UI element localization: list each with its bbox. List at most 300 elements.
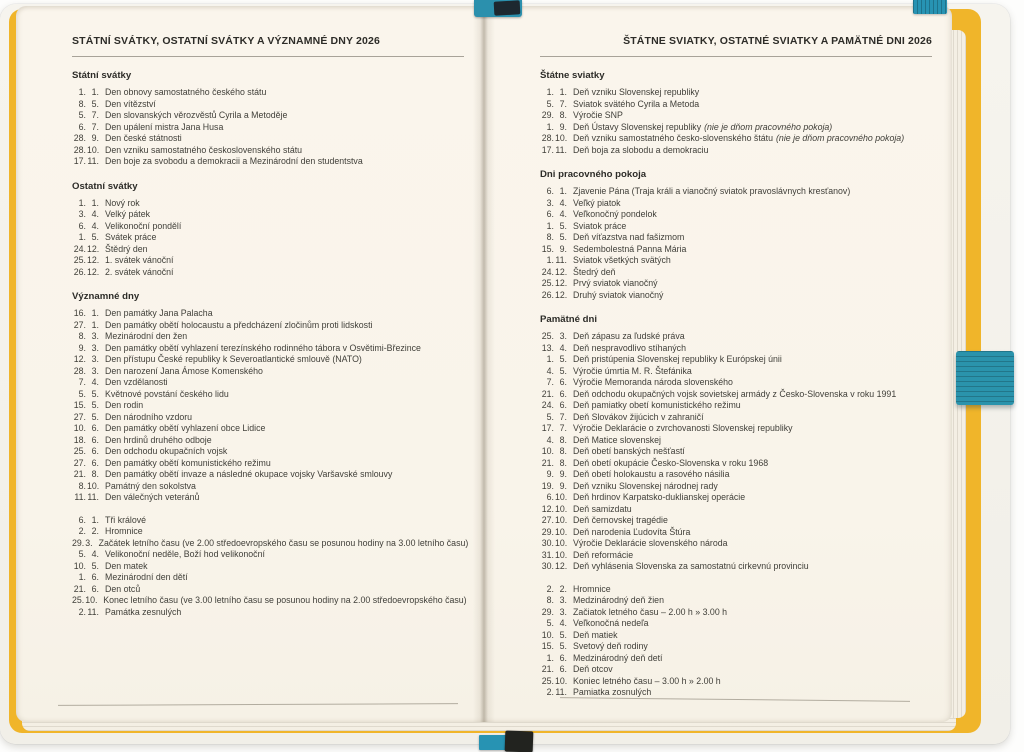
- month-number: 10.: [555, 526, 568, 537]
- holiday-row: [72, 145, 464, 157]
- holiday-label: Den matek: [105, 560, 148, 571]
- day-number: 24.: [541, 400, 554, 410]
- holiday-row: [540, 232, 932, 244]
- day-number: 6.: [546, 209, 554, 219]
- holiday-label: Prvý sviatok vianočný: [573, 278, 658, 288]
- month-number: 9.: [559, 469, 567, 479]
- holiday-label: Deň otcov: [573, 664, 613, 674]
- holiday-label: Veľkonočný pondelok: [573, 209, 657, 219]
- day-number: 28.: [73, 144, 86, 155]
- holiday-label: Den hrdinů druhého odboje: [105, 434, 212, 445]
- holiday-label: Den válečných veteránů: [105, 492, 200, 502]
- holiday-row: [540, 469, 932, 481]
- holiday-label: Den památky obětí komunistického režimu: [105, 457, 271, 468]
- day-number: 24.: [541, 266, 554, 277]
- holiday-row: [540, 607, 932, 619]
- holiday-label: Den národního vzdoru: [105, 411, 193, 422]
- holiday-label: Den památky obětí invaze a následné okupace vojsky Varšavské smlouvy: [105, 469, 393, 479]
- day-number: 1.: [78, 197, 86, 208]
- day-number: 5.: [78, 549, 86, 559]
- holiday-row: [540, 267, 932, 279]
- holiday-label: Deň pristúpenia Slovenskej republiky k Európskej únii: [573, 354, 782, 364]
- month-number: 11.: [87, 156, 99, 166]
- holiday-row: [72, 412, 464, 424]
- month-number: 3.: [559, 331, 567, 341]
- month-number: 10.: [555, 492, 568, 502]
- holiday-label: Výročie Memoranda národa slovenského: [573, 377, 733, 387]
- holiday-label: Den otců: [105, 583, 141, 594]
- day-number: 8.: [546, 595, 554, 605]
- day-number: 26.: [541, 289, 554, 300]
- month-number: 6.: [91, 457, 99, 468]
- day-number: 5.: [546, 618, 554, 628]
- bookmark-ribbon-top: [474, 0, 522, 17]
- month-number: 4.: [91, 549, 99, 559]
- holiday-label: Deň Ústavy Slovenskej republiky: [573, 121, 702, 132]
- month-number: 4.: [559, 342, 567, 353]
- holiday-label: Hromnice: [573, 583, 611, 594]
- holiday-row: [540, 515, 932, 527]
- day-number: 19.: [541, 480, 554, 491]
- holiday-label: 1. svátek vánoční: [105, 255, 174, 265]
- holiday-row: [72, 232, 464, 244]
- day-number: 10.: [541, 629, 554, 640]
- holiday-row: [72, 584, 464, 596]
- holiday-note: (nie je dňom pracovného pokoja): [776, 133, 905, 143]
- right-title-divider: [540, 56, 932, 57]
- holiday-label: Deň obetí okupácie Česko-Slovenska v roku 1968: [573, 457, 769, 468]
- day-number: 2.: [546, 687, 554, 697]
- month-number: 1.: [91, 87, 99, 97]
- section-heading: Ostatní svátky: [72, 180, 138, 192]
- book-spine: [473, 6, 495, 722]
- day-number: 7.: [546, 377, 554, 387]
- month-number: 11.: [87, 606, 99, 617]
- month-number: 10.: [555, 549, 568, 560]
- holiday-row: [72, 156, 464, 168]
- day-number: 18.: [73, 434, 86, 445]
- day-number: 27.: [73, 319, 86, 330]
- month-number: 12.: [555, 266, 568, 277]
- month-number: 12.: [87, 266, 100, 277]
- holiday-label: Deň pamiatky obetí komunistického režimu: [573, 400, 741, 410]
- month-number: 10.: [555, 675, 568, 686]
- holiday-row: [72, 110, 464, 122]
- holiday-row: [540, 354, 932, 366]
- holiday-label: Deň odchodu okupačných vojsk sovietskej armády z Česko-Slovenska v roku 1991: [573, 388, 897, 399]
- holiday-row: [72, 209, 464, 221]
- holiday-row: [540, 133, 932, 145]
- holiday-row: [72, 537, 469, 550]
- month-number: 6.: [91, 446, 99, 456]
- holiday-group: [72, 87, 464, 168]
- day-number: 25.: [541, 675, 554, 686]
- month-number: 5.: [559, 641, 567, 651]
- holiday-label: Velký pátek: [105, 209, 150, 219]
- day-number: 25.: [541, 278, 554, 288]
- day-number: 25.: [72, 595, 85, 605]
- holiday-label: Nový rok: [105, 197, 140, 208]
- section-heading: Štátne sviatky: [540, 70, 605, 81]
- holiday-row: [72, 343, 464, 355]
- holiday-row: [540, 400, 932, 412]
- holiday-row: [540, 481, 932, 493]
- holiday-label: Zjavenie Pána (Traja králi a vianočný sviatok pravoslávnych kresťanov): [573, 186, 851, 196]
- month-number: 8.: [559, 457, 567, 468]
- holiday-label: Hromnice: [105, 526, 143, 536]
- day-number: 21.: [541, 457, 554, 468]
- month-number: 2.: [559, 583, 567, 594]
- holiday-label: Koniec letného času – 3.00 h » 2.00 h: [573, 675, 721, 686]
- left-page-title: STÁTNÍ SVÁTKY, OSTATNÍ SVÁTKY A VÝZNAMNÉ DNY 2026: [72, 35, 381, 47]
- section-heading: Státní svátky: [72, 70, 132, 81]
- holiday-label: Památka zesnulých: [105, 606, 182, 617]
- day-number: 2.: [546, 583, 554, 594]
- day-number: 8.: [78, 98, 86, 109]
- holiday-section: [72, 70, 464, 168]
- right-page-sections: [540, 70, 932, 699]
- month-number: 3.: [91, 331, 99, 341]
- holiday-label: Deň matiek: [573, 629, 618, 640]
- day-number: 29.: [541, 606, 554, 617]
- holiday-section: [540, 70, 932, 156]
- month-number: 8.: [559, 434, 567, 445]
- holiday-row: [72, 595, 467, 607]
- holiday-row: [72, 354, 464, 366]
- holiday-label: Sedembolestná Panna Mária: [573, 243, 687, 254]
- holiday-label: Deň černovskej tragédie: [573, 515, 668, 525]
- day-number: 6.: [546, 186, 554, 196]
- holiday-row: [540, 278, 932, 290]
- month-number: 10.: [555, 503, 568, 514]
- holiday-group: [540, 584, 932, 699]
- month-number: 4.: [559, 209, 567, 219]
- day-number: 25.: [541, 331, 554, 341]
- holiday-label: Deň vzniku Slovenskej republiky: [573, 87, 700, 97]
- holiday-label: Den obnovy samostatného českého státu: [105, 87, 267, 97]
- elastic-band-top: [913, 0, 947, 14]
- holiday-row: [72, 122, 464, 134]
- day-number: 24.: [73, 243, 86, 254]
- day-number: 5.: [78, 388, 86, 399]
- day-number: 29.: [72, 537, 85, 548]
- month-number: 10.: [555, 538, 568, 548]
- holiday-group: [540, 87, 932, 156]
- holiday-label: Začátek letního času (ve 2.00 středoevropského času se posunou hodiny na 3.00 letního času): [98, 537, 469, 548]
- right-page-title: ŠTÁTNE SVIATKY, OSTATNÉ SVIATKY A PAMÄTNÉ DNI 2026: [623, 35, 932, 47]
- holiday-label: Den památky obětí vyhlazení obce Lidice: [105, 423, 266, 433]
- month-number: 1.: [559, 87, 567, 97]
- day-number: 21.: [73, 469, 86, 479]
- month-number: 6.: [91, 583, 99, 594]
- month-number: 3.: [91, 342, 99, 353]
- month-number: 7.: [559, 411, 567, 422]
- day-number: 21.: [541, 664, 554, 674]
- month-number: 1.: [91, 514, 99, 525]
- right-page: [540, 28, 932, 699]
- holiday-label: Sviatok všetkých svätých: [573, 255, 671, 265]
- holiday-label: Konec letního času (ve 3.00 letního času se posunou hodiny na 2.00 středoevropského času): [103, 595, 467, 605]
- holiday-row: [540, 186, 932, 198]
- month-number: 9.: [559, 480, 567, 491]
- section-heading: Pamätné dni: [540, 314, 598, 325]
- holiday-label: Štědrý den: [105, 243, 148, 254]
- holiday-label: Začiatok letného času – 2.00 h » 3.00 h: [573, 606, 728, 617]
- holiday-row: [540, 209, 932, 221]
- holiday-row: [540, 389, 932, 401]
- holiday-row: [72, 133, 464, 145]
- holiday-row: [72, 446, 464, 458]
- day-number: 17.: [541, 423, 554, 433]
- month-number: 5.: [559, 220, 567, 231]
- holiday-row: [72, 515, 464, 527]
- month-number: 10.: [555, 133, 568, 143]
- day-number: 16.: [73, 308, 86, 318]
- holiday-section: [72, 181, 464, 279]
- holiday-label: Veľký piatok: [573, 197, 621, 208]
- holiday-row: [72, 267, 464, 279]
- month-number: 3.: [559, 595, 567, 605]
- day-number: 6.: [78, 220, 86, 231]
- holiday-row: [72, 435, 464, 447]
- day-number: 4.: [546, 434, 554, 445]
- holiday-row: [72, 549, 464, 561]
- month-number: 4.: [559, 618, 567, 628]
- month-number: 2.: [91, 526, 99, 536]
- left-title-divider: [72, 56, 464, 57]
- holiday-row: [540, 423, 932, 435]
- holiday-row: [540, 618, 932, 630]
- month-number: 1.: [91, 319, 99, 330]
- holiday-label: Velikonoční pondělí: [105, 220, 182, 231]
- month-number: 7.: [91, 110, 99, 120]
- holiday-label: Štedrý deň: [573, 266, 616, 277]
- day-number: 29.: [541, 526, 554, 537]
- month-number: 6.: [559, 652, 567, 663]
- month-number: 7.: [559, 423, 567, 433]
- month-number: 6.: [91, 423, 99, 433]
- holiday-label: 2. svátek vánoční: [105, 266, 174, 277]
- holiday-row: [72, 469, 464, 481]
- holiday-row: [540, 244, 932, 256]
- section-heading: Významné dny: [72, 291, 140, 302]
- day-number: 7.: [78, 377, 86, 387]
- day-number: 1.: [546, 87, 554, 97]
- month-number: 6.: [559, 400, 567, 410]
- month-number: 3.: [91, 365, 99, 376]
- holiday-row: [540, 87, 932, 99]
- holiday-label: Den narození Jana Ámose Komenského: [105, 365, 263, 376]
- holiday-label: Deň obetí banských nešťastí: [573, 446, 685, 456]
- month-number: 6.: [91, 434, 99, 445]
- holiday-label: Medzinárodný deň detí: [573, 652, 663, 663]
- holiday-row: [72, 87, 464, 99]
- holiday-row: [540, 664, 932, 676]
- day-number: 30.: [541, 561, 554, 571]
- holiday-group: [72, 514, 469, 619]
- holiday-label: Den přístupu České republiky k Severoatlantické smlouvě (NATO): [105, 354, 362, 364]
- left-page: [72, 28, 469, 618]
- day-number: 1.: [546, 220, 554, 231]
- day-number: 1.: [546, 255, 554, 265]
- holiday-row: [540, 290, 932, 302]
- holiday-row: [72, 492, 464, 504]
- holiday-label: Deň reformácie: [573, 549, 634, 560]
- day-number: 8.: [78, 331, 86, 341]
- month-number: 7.: [91, 121, 99, 132]
- holiday-row: [72, 366, 464, 378]
- left-page-sections: [72, 70, 469, 618]
- month-number: 6.: [91, 572, 99, 582]
- day-number: 28.: [73, 133, 86, 143]
- holiday-label: Deň samizdatu: [573, 503, 632, 514]
- holiday-label: Památný den sokolstva: [105, 480, 196, 491]
- month-number: 8.: [559, 446, 567, 456]
- day-number: 10.: [73, 423, 86, 433]
- holiday-row: [540, 99, 932, 111]
- month-number: 10.: [87, 480, 100, 491]
- day-number: 29.: [541, 110, 554, 120]
- month-number: 6.: [559, 377, 567, 387]
- holiday-label: Den české státnosti: [105, 133, 182, 143]
- holiday-label: Den památky obětí vyhlazení terezínského rodinného tábora v Osvětimi-Březince: [105, 342, 421, 353]
- holiday-label: Pamiatka zosnulých: [573, 687, 652, 697]
- holiday-label: Den památky Jana Palacha: [105, 308, 213, 318]
- day-number: 5.: [78, 110, 86, 120]
- holiday-row: [540, 412, 932, 424]
- month-number: 8.: [559, 110, 567, 120]
- holiday-group: [72, 308, 464, 504]
- month-number: 12.: [555, 289, 568, 300]
- holiday-label: Deň obetí holokaustu a rasového násilia: [573, 469, 730, 479]
- holiday-label: Deň vzniku Slovenskej národnej rady: [573, 480, 718, 491]
- holiday-row: [72, 99, 464, 111]
- holiday-row: [540, 504, 932, 516]
- holiday-row: [72, 221, 464, 233]
- day-number: 15.: [541, 641, 554, 651]
- holiday-label: Deň Slovákov žijúcich v zahraničí: [573, 411, 704, 422]
- holiday-label: Deň narodenia Ľudovíta Štúra: [573, 526, 691, 537]
- holiday-label: Den rodin: [105, 400, 144, 410]
- holiday-row: [72, 607, 464, 619]
- holiday-group: [72, 198, 464, 279]
- holiday-label: Deň vzniku samostatného česko-slovenského štátu: [573, 133, 773, 143]
- holiday-label: Deň Matice slovenskej: [573, 434, 662, 445]
- holiday-group: [540, 186, 932, 301]
- holiday-row: [72, 198, 464, 210]
- holiday-section: [72, 291, 469, 618]
- day-number: 2.: [78, 606, 86, 617]
- holiday-label: Den vzniku samostatného československého státu: [105, 144, 303, 155]
- month-number: 5.: [559, 365, 567, 376]
- day-number: 6.: [546, 492, 554, 502]
- holiday-label: Medzinárodný deň žien: [573, 595, 664, 605]
- day-number: 3.: [546, 197, 554, 208]
- holiday-label: Svetový deň rodiny: [573, 641, 648, 651]
- holiday-label: Den odchodu okupačních vojsk: [105, 446, 228, 456]
- month-number: 11.: [555, 255, 567, 265]
- holiday-section: [540, 314, 932, 699]
- holiday-row: [540, 145, 932, 157]
- day-number: 1.: [546, 652, 554, 663]
- month-number: 9.: [559, 243, 567, 254]
- holiday-row: [540, 584, 932, 596]
- month-number: 7.: [559, 98, 567, 109]
- month-number: 5.: [559, 232, 567, 242]
- holiday-label: Výročie úmrtia M. R. Štefánika: [573, 365, 692, 376]
- holiday-row: [540, 110, 932, 122]
- holiday-row: [72, 526, 464, 538]
- holiday-label: Svátek práce: [105, 232, 157, 242]
- holiday-label: Výročie Deklarácie o zvrchovanosti Slovenskej republiky: [573, 423, 793, 433]
- day-number: 17.: [73, 156, 86, 166]
- month-number: 3.: [85, 537, 93, 548]
- holiday-row: [540, 527, 932, 539]
- day-number: 31.: [541, 549, 554, 560]
- month-number: 6.: [559, 664, 567, 674]
- day-number: 1.: [78, 232, 86, 242]
- holiday-row: [540, 343, 932, 355]
- holiday-note: (nie je dňom pracovného pokoja): [704, 121, 833, 132]
- day-number: 28.: [73, 365, 86, 376]
- holiday-label: Den boje za svobodu a demokracii a Mezinárodní den studentstva: [105, 156, 363, 166]
- day-number: 8.: [546, 232, 554, 242]
- holiday-row: [72, 320, 464, 332]
- holiday-row: [72, 255, 464, 267]
- day-number: 6.: [78, 514, 86, 525]
- holiday-row: [72, 572, 464, 584]
- month-number: 5.: [91, 560, 99, 571]
- holiday-row: [540, 595, 932, 607]
- day-number: 27.: [541, 515, 554, 525]
- holiday-row: [72, 244, 464, 256]
- holiday-row: [540, 255, 932, 267]
- holiday-label: Tři králové: [105, 514, 147, 525]
- holiday-row: [540, 446, 932, 458]
- day-number: 17.: [541, 144, 554, 155]
- month-number: 9.: [91, 133, 99, 143]
- month-number: 3.: [559, 606, 567, 617]
- day-number: 15.: [541, 243, 554, 254]
- holiday-row: [72, 331, 464, 343]
- holiday-label: Deň nespravodlivo stíhaných: [573, 342, 686, 353]
- day-number: 9.: [546, 469, 554, 479]
- day-number: 30.: [541, 538, 554, 548]
- month-number: 11.: [555, 144, 567, 155]
- holiday-row: [540, 538, 932, 550]
- holiday-row: [540, 550, 932, 562]
- holiday-label: Druhý sviatok vianočný: [573, 289, 664, 300]
- holiday-label: Deň víťazstva nad fašizmom: [573, 232, 685, 242]
- day-number: 9.: [78, 342, 86, 353]
- holiday-row: [540, 630, 932, 642]
- day-number: 27.: [73, 457, 86, 468]
- month-number: 9.: [559, 121, 567, 132]
- month-number: 12.: [555, 278, 568, 288]
- holiday-row: [72, 458, 464, 470]
- day-number: 15.: [73, 400, 86, 410]
- holiday-row: [540, 492, 932, 504]
- day-number: 10.: [73, 560, 86, 571]
- holiday-label: Deň vyhlásenia Slovenska za samostatnú cirkevnú provinciu: [573, 561, 809, 571]
- month-number: 11.: [555, 687, 567, 697]
- month-number: 1.: [91, 197, 99, 208]
- holiday-label: Den slovanských věrozvěstů Cyrila a Metoděje: [105, 110, 288, 120]
- day-number: 25.: [73, 446, 86, 456]
- day-number: 21.: [541, 388, 554, 399]
- holiday-row: [72, 308, 464, 320]
- holiday-row: [540, 561, 932, 573]
